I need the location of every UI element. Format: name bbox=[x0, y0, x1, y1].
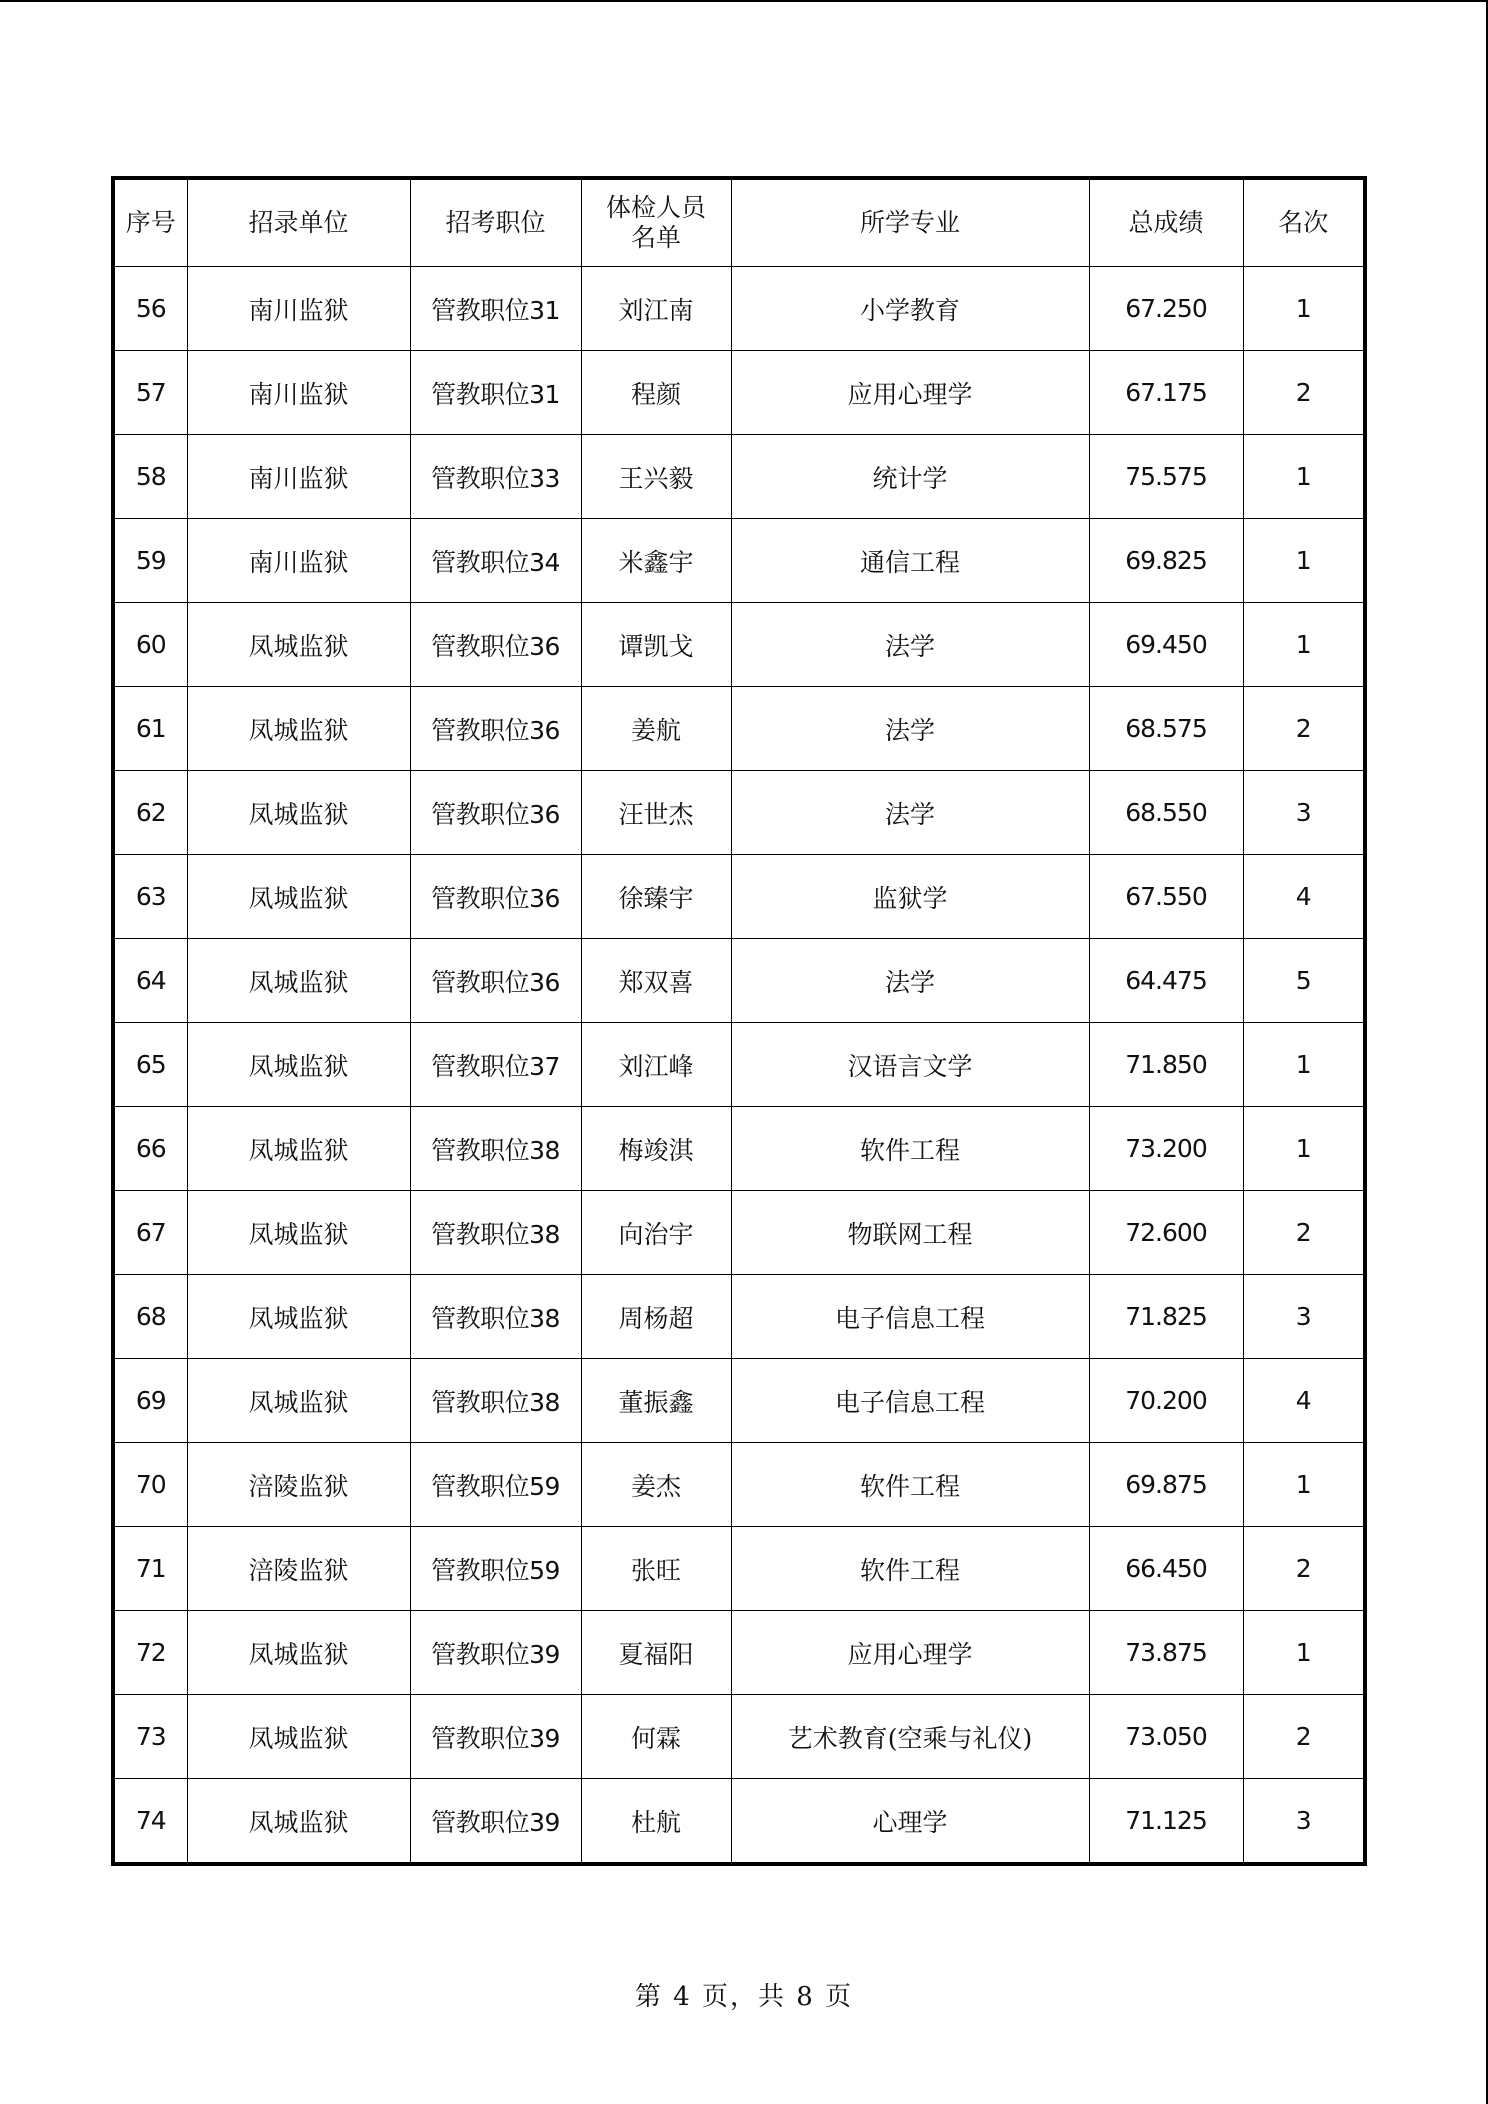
cell-major: 艺术教育(空乘与礼仪) bbox=[731, 1695, 1089, 1779]
cell-recruiting-unit: 南川监狱 bbox=[187, 267, 410, 351]
header-exam-candidate-list bbox=[581, 178, 731, 267]
cell-rank: 3 bbox=[1243, 1779, 1365, 1865]
cell-position: 管教职位31 bbox=[410, 267, 581, 351]
table-row bbox=[113, 855, 1365, 939]
cell-total-score: 73.875 bbox=[1089, 1611, 1243, 1695]
page-number-footer: 第 4 页，共 8 页 bbox=[634, 1982, 854, 2012]
cell-position: 管教职位38 bbox=[410, 1359, 581, 1443]
cell-major: 心理学 bbox=[731, 1779, 1089, 1865]
table-row bbox=[113, 519, 1365, 603]
cell-rank: 2 bbox=[1243, 1527, 1365, 1611]
cell-major: 汉语言文学 bbox=[731, 1023, 1089, 1107]
cell-total-score: 75.575 bbox=[1089, 435, 1243, 519]
cell-total-score: 68.575 bbox=[1089, 687, 1243, 771]
cell-recruiting-unit: 凤城监狱 bbox=[187, 771, 410, 855]
cell-recruiting-unit: 凤城监狱 bbox=[187, 1611, 410, 1695]
cell-serial-number: 74 bbox=[113, 1779, 187, 1865]
cell-position: 管教职位36 bbox=[410, 603, 581, 687]
page-edge-top bbox=[0, 0, 1488, 2]
cell-candidate-name: 张旺 bbox=[581, 1527, 731, 1611]
cell-recruiting-unit: 凤城监狱 bbox=[187, 939, 410, 1023]
cell-candidate-name: 梅竣淇 bbox=[581, 1107, 731, 1191]
cell-major: 法学 bbox=[731, 771, 1089, 855]
cell-rank: 1 bbox=[1243, 267, 1365, 351]
cell-position: 管教职位39 bbox=[410, 1611, 581, 1695]
table-row bbox=[113, 1359, 1365, 1443]
cell-rank: 5 bbox=[1243, 939, 1365, 1023]
cell-total-score: 69.875 bbox=[1089, 1443, 1243, 1527]
cell-serial-number: 66 bbox=[113, 1107, 187, 1191]
cell-recruiting-unit: 涪陵监狱 bbox=[187, 1443, 410, 1527]
cell-rank: 1 bbox=[1243, 1107, 1365, 1191]
cell-serial-number: 62 bbox=[113, 771, 187, 855]
cell-recruiting-unit: 凤城监狱 bbox=[187, 1191, 410, 1275]
cell-recruiting-unit: 凤城监狱 bbox=[187, 1275, 410, 1359]
cell-position: 管教职位36 bbox=[410, 687, 581, 771]
cell-rank: 1 bbox=[1243, 1023, 1365, 1107]
cell-recruiting-unit: 凤城监狱 bbox=[187, 1779, 410, 1865]
table-body bbox=[113, 267, 1365, 1865]
cell-serial-number: 61 bbox=[113, 687, 187, 771]
cell-recruiting-unit: 凤城监狱 bbox=[187, 1023, 410, 1107]
cell-position: 管教职位36 bbox=[410, 939, 581, 1023]
cell-position: 管教职位59 bbox=[410, 1443, 581, 1527]
cell-total-score: 72.600 bbox=[1089, 1191, 1243, 1275]
header-rank: 名次 bbox=[1243, 178, 1365, 267]
cell-position: 管教职位38 bbox=[410, 1275, 581, 1359]
cell-recruiting-unit: 凤城监狱 bbox=[187, 1359, 410, 1443]
cell-candidate-name: 王兴毅 bbox=[581, 435, 731, 519]
header-recruiting-unit: 招录单位 bbox=[187, 178, 410, 267]
cell-serial-number: 65 bbox=[113, 1023, 187, 1107]
cell-position: 管教职位34 bbox=[410, 519, 581, 603]
cell-serial-number: 64 bbox=[113, 939, 187, 1023]
cell-position: 管教职位36 bbox=[410, 771, 581, 855]
cell-total-score: 70.200 bbox=[1089, 1359, 1243, 1443]
cell-candidate-name: 周杨超 bbox=[581, 1275, 731, 1359]
cell-candidate-name: 程颜 bbox=[581, 351, 731, 435]
cell-position: 管教职位39 bbox=[410, 1779, 581, 1865]
cell-candidate-name: 郑双喜 bbox=[581, 939, 731, 1023]
table-row bbox=[113, 1443, 1365, 1527]
cell-rank: 4 bbox=[1243, 1359, 1365, 1443]
cell-candidate-name: 董振鑫 bbox=[581, 1359, 731, 1443]
cell-position: 管教职位59 bbox=[410, 1527, 581, 1611]
cell-total-score: 71.825 bbox=[1089, 1275, 1243, 1359]
cell-major: 监狱学 bbox=[731, 855, 1089, 939]
cell-total-score: 69.450 bbox=[1089, 603, 1243, 687]
cell-major: 应用心理学 bbox=[731, 351, 1089, 435]
cell-rank: 1 bbox=[1243, 603, 1365, 687]
cell-recruiting-unit: 凤城监狱 bbox=[187, 1695, 410, 1779]
cell-total-score: 69.825 bbox=[1089, 519, 1243, 603]
cell-serial-number: 59 bbox=[113, 519, 187, 603]
table-row bbox=[113, 1779, 1365, 1865]
cell-candidate-name: 姜杰 bbox=[581, 1443, 731, 1527]
physical-exam-list-table bbox=[111, 176, 1367, 1866]
cell-recruiting-unit: 凤城监狱 bbox=[187, 603, 410, 687]
cell-total-score: 71.850 bbox=[1089, 1023, 1243, 1107]
cell-candidate-name: 杜航 bbox=[581, 1779, 731, 1865]
table-row bbox=[113, 1695, 1365, 1779]
cell-major: 通信工程 bbox=[731, 519, 1089, 603]
cell-serial-number: 67 bbox=[113, 1191, 187, 1275]
cell-total-score: 66.450 bbox=[1089, 1527, 1243, 1611]
cell-rank: 2 bbox=[1243, 687, 1365, 771]
table-row bbox=[113, 603, 1365, 687]
cell-total-score: 68.550 bbox=[1089, 771, 1243, 855]
table-row bbox=[113, 687, 1365, 771]
cell-total-score: 73.050 bbox=[1089, 1695, 1243, 1779]
cell-rank: 1 bbox=[1243, 1443, 1365, 1527]
cell-total-score: 67.250 bbox=[1089, 267, 1243, 351]
cell-major: 法学 bbox=[731, 687, 1089, 771]
cell-major: 电子信息工程 bbox=[731, 1359, 1089, 1443]
cell-total-score: 67.175 bbox=[1089, 351, 1243, 435]
cell-major: 软件工程 bbox=[731, 1107, 1089, 1191]
cell-position: 管教职位36 bbox=[410, 855, 581, 939]
cell-major: 法学 bbox=[731, 603, 1089, 687]
cell-candidate-name: 何霖 bbox=[581, 1695, 731, 1779]
header-serial-number: 序号 bbox=[113, 178, 187, 267]
cell-major: 法学 bbox=[731, 939, 1089, 1023]
cell-position: 管教职位33 bbox=[410, 435, 581, 519]
cell-serial-number: 63 bbox=[113, 855, 187, 939]
cell-recruiting-unit: 涪陵监狱 bbox=[187, 1527, 410, 1611]
cell-candidate-name: 徐臻宇 bbox=[581, 855, 731, 939]
cell-candidate-name: 姜航 bbox=[581, 687, 731, 771]
cell-serial-number: 57 bbox=[113, 351, 187, 435]
table-row bbox=[113, 267, 1365, 351]
table-row bbox=[113, 1611, 1365, 1695]
cell-serial-number: 70 bbox=[113, 1443, 187, 1527]
table-row bbox=[113, 1527, 1365, 1611]
header-total-score: 总成绩 bbox=[1089, 178, 1243, 267]
cell-serial-number: 60 bbox=[113, 603, 187, 687]
cell-major: 应用心理学 bbox=[731, 1611, 1089, 1695]
cell-serial-number: 69 bbox=[113, 1359, 187, 1443]
table-header-row bbox=[113, 178, 1365, 267]
cell-position: 管教职位37 bbox=[410, 1023, 581, 1107]
cell-position: 管教职位38 bbox=[410, 1191, 581, 1275]
table-row bbox=[113, 1023, 1365, 1107]
cell-total-score: 67.550 bbox=[1089, 855, 1243, 939]
cell-serial-number: 68 bbox=[113, 1275, 187, 1359]
cell-rank: 1 bbox=[1243, 519, 1365, 603]
cell-candidate-name: 汪世杰 bbox=[581, 771, 731, 855]
cell-serial-number: 72 bbox=[113, 1611, 187, 1695]
cell-rank: 1 bbox=[1243, 435, 1365, 519]
cell-major: 统计学 bbox=[731, 435, 1089, 519]
cell-serial-number: 56 bbox=[113, 267, 187, 351]
cell-rank: 2 bbox=[1243, 1695, 1365, 1779]
cell-major: 物联网工程 bbox=[731, 1191, 1089, 1275]
table-row bbox=[113, 1191, 1365, 1275]
cell-recruiting-unit: 凤城监狱 bbox=[187, 687, 410, 771]
cell-total-score: 64.475 bbox=[1089, 939, 1243, 1023]
cell-candidate-name: 向治宇 bbox=[581, 1191, 731, 1275]
cell-position: 管教职位38 bbox=[410, 1107, 581, 1191]
cell-position: 管教职位31 bbox=[410, 351, 581, 435]
header-position: 招考职位 bbox=[410, 178, 581, 267]
table-row bbox=[113, 1107, 1365, 1191]
cell-recruiting-unit: 凤城监狱 bbox=[187, 855, 410, 939]
header-major: 所学专业 bbox=[731, 178, 1089, 267]
cell-major: 电子信息工程 bbox=[731, 1275, 1089, 1359]
cell-major: 小学教育 bbox=[731, 267, 1089, 351]
cell-rank: 3 bbox=[1243, 1275, 1365, 1359]
cell-total-score: 71.125 bbox=[1089, 1779, 1243, 1865]
cell-rank: 4 bbox=[1243, 855, 1365, 939]
cell-major: 软件工程 bbox=[731, 1443, 1089, 1527]
cell-rank: 2 bbox=[1243, 1191, 1365, 1275]
cell-total-score: 73.200 bbox=[1089, 1107, 1243, 1191]
cell-recruiting-unit: 南川监狱 bbox=[187, 435, 410, 519]
cell-serial-number: 73 bbox=[113, 1695, 187, 1779]
header-exam-candidate-list-text: 体检人员名单 bbox=[605, 193, 706, 252]
cell-rank: 1 bbox=[1243, 1611, 1365, 1695]
cell-serial-number: 58 bbox=[113, 435, 187, 519]
cell-candidate-name: 谭凯戈 bbox=[581, 603, 731, 687]
cell-serial-number: 71 bbox=[113, 1527, 187, 1611]
table-row bbox=[113, 435, 1365, 519]
cell-recruiting-unit: 凤城监狱 bbox=[187, 1107, 410, 1191]
cell-rank: 3 bbox=[1243, 771, 1365, 855]
cell-candidate-name: 刘江峰 bbox=[581, 1023, 731, 1107]
cell-candidate-name: 刘江南 bbox=[581, 267, 731, 351]
table-row bbox=[113, 771, 1365, 855]
cell-recruiting-unit: 南川监狱 bbox=[187, 519, 410, 603]
cell-candidate-name: 夏福阳 bbox=[581, 1611, 731, 1695]
cell-position: 管教职位39 bbox=[410, 1695, 581, 1779]
table-row bbox=[113, 351, 1365, 435]
cell-rank: 2 bbox=[1243, 351, 1365, 435]
cell-major: 软件工程 bbox=[731, 1527, 1089, 1611]
table-row bbox=[113, 1275, 1365, 1359]
cell-recruiting-unit: 南川监狱 bbox=[187, 351, 410, 435]
table-row bbox=[113, 939, 1365, 1023]
cell-candidate-name: 米鑫宇 bbox=[581, 519, 731, 603]
